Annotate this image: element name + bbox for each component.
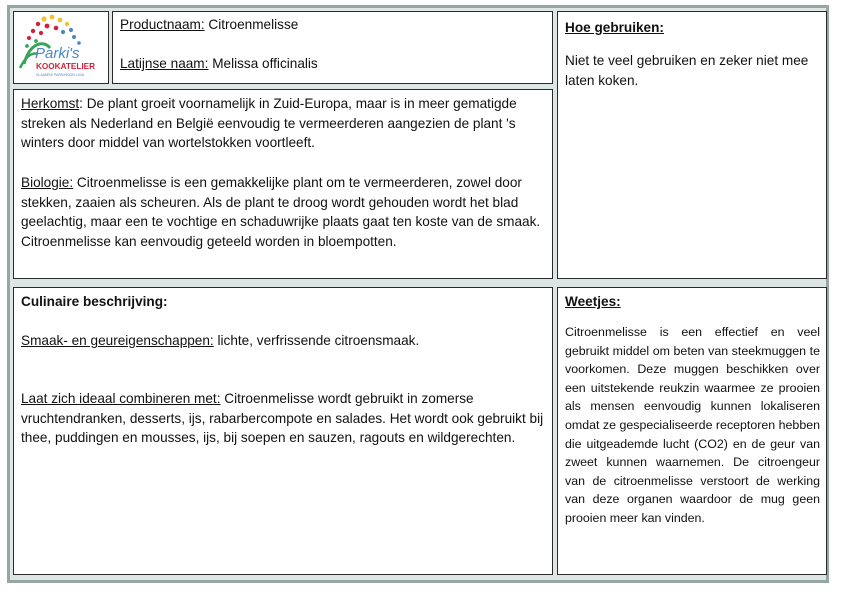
taste-line <box>21 331 541 351</box>
tulip-dots-icon <box>25 15 81 48</box>
taste-text: lichte, verfrissende citroensmaak. <box>213 333 420 348</box>
latin-name-value: Melissa officinalis <box>208 56 318 71</box>
biologie-text: Citroenmelisse is een gemakkelijke plant om te vermeerderen, zowel door stekken, zaaien als scheuren. Als de plant te droog wordt gehouden wordt het blad geelachtig, maar een te vochtige en schaduwrijke plaats gaat ten koste van de smaak. Citroenmelisse kan eenvoudig geteeld worden in bloempotten. <box>21 175 541 249</box>
parkis-logo <box>14 12 108 83</box>
herkomst-text: : De plant groeit voornamelijk in Zuid-Europa, maar is in meer gematigde streken als Nederland en België eenvoudig te vermeerderen aangezien de plant 's winters door middel van wortelstokken voortleeft. <box>21 96 517 151</box>
latin-name-label: Latijnse naam: <box>120 56 209 71</box>
usage-text: Niet te veel gebruiken en zeker niet mee laten koken. <box>565 53 809 88</box>
culinary-title: Culinaire beschrijving: <box>21 294 168 309</box>
combine-paragraph <box>21 389 545 448</box>
logo-wordmark: Parki's <box>35 45 80 62</box>
usage-title: Hoe gebruiken: <box>565 20 664 35</box>
logo-box <box>13 11 109 84</box>
latin-name-line <box>120 54 318 74</box>
origin-box <box>13 89 553 279</box>
combine-label: Laat zich ideaal combineren met: <box>21 391 221 406</box>
facts-text: Citroenmelisse is een effectief en veel gebruikt middel om beten van steekmuggen te voorkomen. Deze muggen beschikken over een uitstekende reukzin waarmee ze prooien als mensen eenvoudig kunnen lokaliseren omdat ze gespecialiseerde receptoren hebben die uitgeademde lucht (CO2) en de geur van zweet kunnen waarnemen. De citroengeur van de citroenmelisse verstoort de werking van deze organen waardoor de mug geen prooien meer kan vinden. <box>565 325 820 525</box>
combine-text: Citroenmelisse wordt gebruikt in zomerse vruchtendranken, desserts, ijs, rabarbercompote en salades. Het wordt ook gebruikt bij thee, puddingen en mousses, ijs, bij soepen en sauzen, ragouts en wildgerechten. <box>21 391 544 446</box>
herkomst-label: Herkomst <box>21 96 80 111</box>
facts-title: Weetjes: <box>565 294 621 309</box>
biologie-label: Biologie: <box>21 175 74 190</box>
product-box <box>112 11 553 84</box>
product-name-label: Productnaam: <box>120 17 205 32</box>
herkomst-paragraph <box>21 94 541 153</box>
usage-box <box>557 11 827 279</box>
facts-box <box>557 287 827 575</box>
logo-tagline: VLAAMSE PARKINSON LIGA <box>36 73 85 77</box>
product-name-value: Citroenmelisse <box>204 17 299 32</box>
logo-subtitle: KOOKATELIER <box>36 62 95 71</box>
taste-label: Smaak- en geureigenschappen: <box>21 333 214 348</box>
culinary-box <box>13 287 553 575</box>
product-name-line <box>120 15 298 35</box>
biologie-paragraph <box>21 173 541 251</box>
